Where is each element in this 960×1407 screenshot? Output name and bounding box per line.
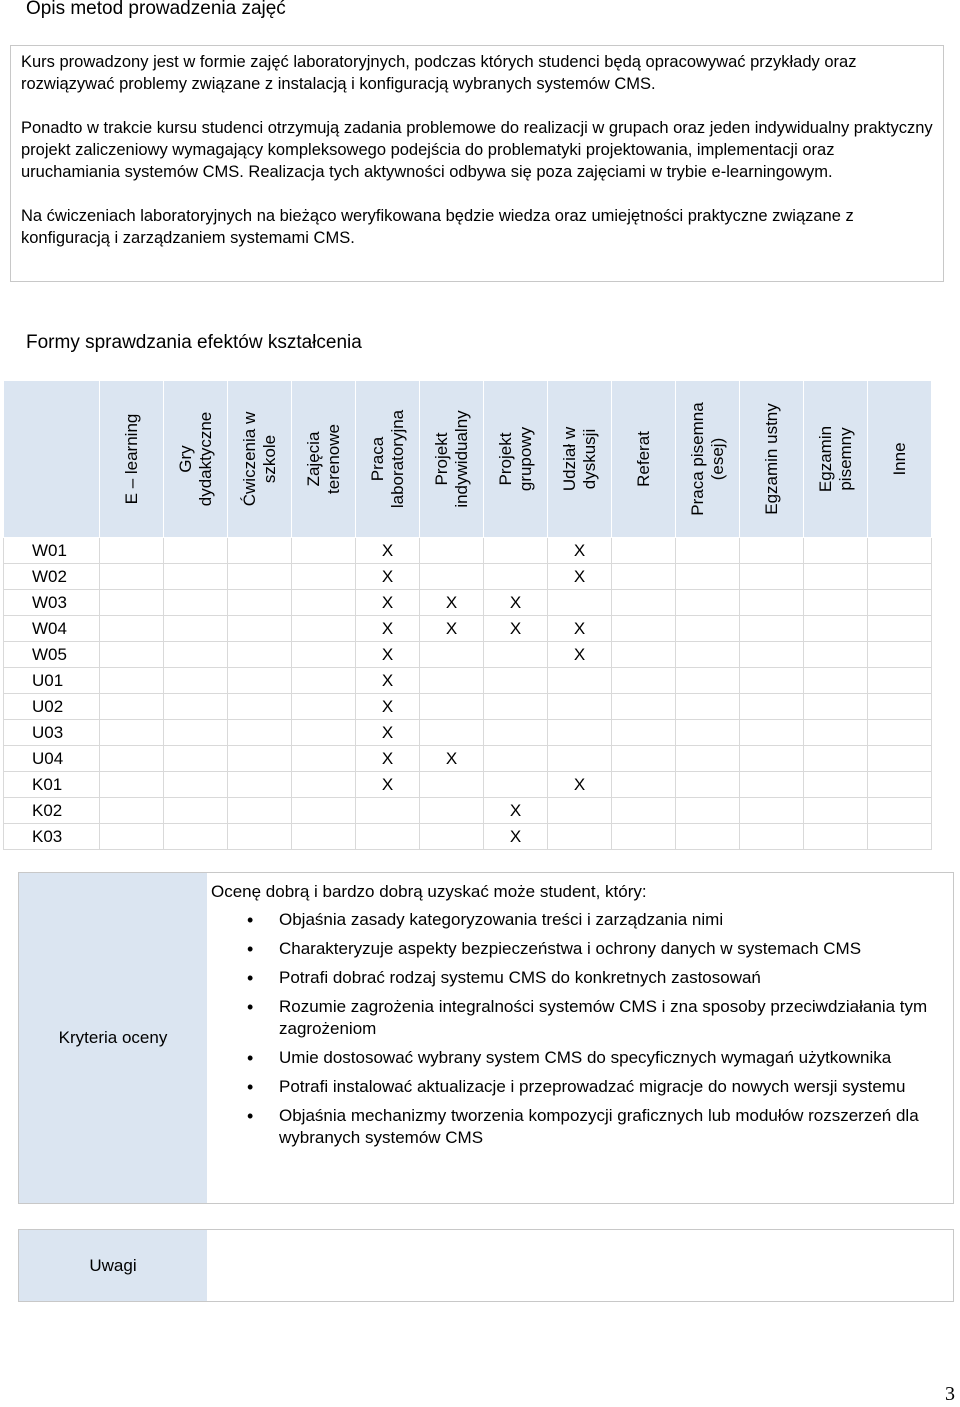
column-header — [420, 381, 484, 538]
table-cell — [804, 590, 868, 616]
column-header-label — [816, 426, 856, 492]
column-header-line: Inne — [889, 442, 909, 476]
table-cell — [228, 642, 292, 668]
list-item: • Potrafi dobrać rodzaj systemu CMS do konkretnych zastosowań — [211, 967, 945, 989]
column-header-line: Egzamin ustny — [761, 403, 781, 515]
table-cell — [228, 772, 292, 798]
table-cell — [612, 694, 676, 720]
table-cell — [292, 538, 356, 564]
table-row — [4, 694, 932, 720]
table-cell — [676, 772, 740, 798]
criteria-table — [18, 872, 954, 1204]
table-cell — [100, 564, 164, 590]
table-cell — [612, 538, 676, 564]
table-cell — [548, 720, 612, 746]
table-cell: X — [356, 642, 420, 668]
column-header-line: terenowe — [323, 424, 343, 494]
table-cell — [164, 720, 228, 746]
remarks-table — [18, 1229, 954, 1302]
table-cell — [548, 590, 612, 616]
table-cell — [676, 720, 740, 746]
column-header-line: grupowy — [515, 426, 535, 492]
table-cell — [164, 694, 228, 720]
list-item: • Umie dostosować wybrany system CMS do specyficznych wymagań użytkownika — [211, 1047, 945, 1069]
table-cell: X — [356, 616, 420, 642]
table-cell — [804, 694, 868, 720]
table-cell — [100, 798, 164, 824]
section-title-methods: Opis metod prowadzenia zajęć — [26, 0, 286, 19]
column-header-label — [496, 427, 536, 491]
table-cell: X — [484, 824, 548, 850]
table-cell — [100, 694, 164, 720]
column-header-line: Referat — [633, 431, 653, 487]
table-cell — [676, 798, 740, 824]
table-cell — [740, 772, 804, 798]
table-cell — [420, 668, 484, 694]
column-header — [292, 381, 356, 538]
table-cell — [164, 668, 228, 694]
column-header-label — [368, 410, 408, 508]
table-cell — [292, 798, 356, 824]
column-header-line: dyskusji — [579, 428, 599, 490]
table-row — [4, 590, 932, 616]
column-header-line: Zajęcia — [303, 431, 323, 487]
list-item: • Rozumie zagrożenia integralności systemów CMS i zna sposoby przeciwdziałania tym zagrożeniom — [211, 996, 945, 1040]
column-header — [228, 381, 292, 538]
table-cell — [804, 642, 868, 668]
list-item: • Charakteryzuje aspekty bezpieczeństwa i ochrony danych w systemach CMS — [211, 938, 945, 960]
column-header — [164, 381, 228, 538]
column-header-line: Projekt — [495, 432, 515, 486]
table-cell — [676, 590, 740, 616]
column-header-line: Ćwiczenia w — [239, 411, 259, 507]
table-cell — [868, 642, 932, 668]
row-label: U03 — [4, 720, 100, 746]
table-row — [4, 538, 932, 564]
table-cell: X — [420, 590, 484, 616]
table-cell — [804, 772, 868, 798]
paragraph: Na ćwiczeniach laboratoryjnych na bieżąco weryfikowana będzie wiedza oraz umiejętności praktyczne związane z konfiguracją i zarządzaniem systemami CMS. — [21, 207, 854, 247]
table-cell — [292, 642, 356, 668]
methods-description-box — [10, 45, 944, 282]
column-header-line: Projekt — [431, 432, 451, 486]
column-header — [612, 381, 676, 538]
table-cell: X — [548, 772, 612, 798]
table-cell: X — [356, 694, 420, 720]
table-cell — [868, 590, 932, 616]
table-cell: X — [548, 538, 612, 564]
table-cell — [868, 694, 932, 720]
column-header-line: Egzamin — [815, 425, 835, 493]
table-cell — [804, 746, 868, 772]
table-cell — [484, 642, 548, 668]
table-cell — [484, 772, 548, 798]
table-cell: X — [484, 616, 548, 642]
table-row — [4, 720, 932, 746]
table-cell — [420, 772, 484, 798]
table-cell — [868, 616, 932, 642]
table-cell — [420, 798, 484, 824]
table-body — [4, 538, 932, 850]
column-header — [676, 381, 740, 538]
table-cell: X — [356, 538, 420, 564]
column-header-label — [432, 410, 472, 507]
column-header — [804, 381, 868, 538]
table-cell — [164, 642, 228, 668]
column-header-line: Udział w — [559, 426, 579, 492]
table-cell — [676, 824, 740, 850]
row-label: U02 — [4, 694, 100, 720]
column-header-label — [122, 414, 142, 505]
table-cell — [164, 798, 228, 824]
header-corner — [4, 381, 100, 538]
section-title-assessment: Formy sprawdzania efektów kształcenia — [26, 332, 362, 353]
column-header-label — [688, 402, 728, 515]
table-cell — [228, 668, 292, 694]
row-label: U04 — [4, 746, 100, 772]
paragraph: Kurs prowadzony jest w formie zajęć laboratoryjnych, podczas których studenci będą opracowywać przykłady oraz rozwiązywać problemy związane z instalacją i konfiguracją wybranych systemów CMS. — [21, 53, 857, 93]
criteria-list — [211, 909, 945, 1149]
table-cell — [420, 694, 484, 720]
table-cell — [228, 746, 292, 772]
table-cell — [676, 564, 740, 590]
table-cell — [740, 590, 804, 616]
table-cell — [100, 642, 164, 668]
table-cell — [164, 772, 228, 798]
table-cell — [292, 772, 356, 798]
table-row — [4, 824, 932, 850]
row-label: U01 — [4, 668, 100, 694]
row-label: K01 — [4, 772, 100, 798]
table-row — [4, 798, 932, 824]
table-cell — [612, 824, 676, 850]
table-cell — [420, 642, 484, 668]
table-cell — [100, 720, 164, 746]
table-cell — [164, 538, 228, 564]
column-header-line: Gry — [175, 445, 195, 473]
criteria-intro: Ocenę dobrą i bardzo dobrą uzyskać może student, który: — [211, 882, 647, 901]
table-cell — [804, 564, 868, 590]
column-header-line: (esej) — [707, 437, 727, 481]
table-cell — [484, 564, 548, 590]
column-header — [356, 381, 420, 538]
table-cell — [868, 798, 932, 824]
table-cell — [612, 642, 676, 668]
table-cell — [740, 824, 804, 850]
table-cell — [292, 616, 356, 642]
table-cell — [740, 668, 804, 694]
table-cell — [740, 616, 804, 642]
table-cell — [740, 694, 804, 720]
list-item: • Objaśnia zasady kategoryzowania treści i zarządzania nimi — [211, 909, 945, 931]
table-cell — [100, 746, 164, 772]
table-cell — [164, 590, 228, 616]
table-cell — [292, 564, 356, 590]
table-cell — [548, 824, 612, 850]
column-header-line: E – learning — [121, 413, 141, 505]
table-cell — [100, 616, 164, 642]
table-cell — [164, 564, 228, 590]
row-label: K03 — [4, 824, 100, 850]
table-cell — [804, 538, 868, 564]
table-cell — [420, 720, 484, 746]
table-cell — [228, 564, 292, 590]
table-cell — [228, 694, 292, 720]
table-cell — [868, 746, 932, 772]
column-header-line: dydaktyczne — [195, 411, 215, 507]
table-cell — [228, 720, 292, 746]
column-header-label — [240, 412, 280, 506]
table-cell — [740, 538, 804, 564]
table-cell — [292, 824, 356, 850]
remarks-label: Uwagi — [19, 1230, 207, 1301]
table-cell — [612, 590, 676, 616]
table-cell — [228, 798, 292, 824]
column-header — [484, 381, 548, 538]
table-cell — [164, 824, 228, 850]
table-cell — [740, 798, 804, 824]
table-cell — [228, 538, 292, 564]
column-header-line: Praca pisemna — [687, 402, 707, 516]
table-cell — [292, 694, 356, 720]
table-cell: X — [548, 616, 612, 642]
column-header — [100, 381, 164, 538]
table-cell — [356, 798, 420, 824]
table-cell — [612, 668, 676, 694]
table-cell — [292, 590, 356, 616]
criteria-content — [211, 881, 945, 1156]
column-header-label — [176, 412, 216, 507]
table-cell — [484, 668, 548, 694]
paragraph: Ponadto w trakcie kursu studenci otrzymują zadania problemowe do realizacji w grupach oraz jeden indywidualny praktyczny projekt zaliczeniowy wymagający kompleksowego podejścia do problematyki projektowania, implementacji oraz uruchamiania systemów CMS. Realizacja tych aktywności odbywa się poza zajęciami w trybie e-learningowym. — [21, 119, 933, 181]
table-cell — [740, 720, 804, 746]
table-cell — [676, 746, 740, 772]
table-cell — [228, 590, 292, 616]
table-cell — [612, 720, 676, 746]
column-header-line: indywidualny — [451, 410, 471, 508]
table-row — [4, 564, 932, 590]
table-cell — [804, 720, 868, 746]
row-label: W05 — [4, 642, 100, 668]
table-cell — [484, 694, 548, 720]
column-header-line: Praca — [367, 436, 387, 482]
table-cell — [740, 642, 804, 668]
table-cell — [100, 772, 164, 798]
table-cell — [420, 564, 484, 590]
assessment-methods-table — [3, 380, 932, 850]
table-cell: X — [548, 642, 612, 668]
table-cell: X — [420, 616, 484, 642]
table-cell — [100, 590, 164, 616]
table-cell — [868, 564, 932, 590]
table-cell: X — [484, 590, 548, 616]
table-cell: X — [548, 564, 612, 590]
table-row — [4, 746, 932, 772]
column-header-label — [304, 424, 344, 494]
table-cell — [548, 668, 612, 694]
table-cell — [292, 746, 356, 772]
table-header-row — [4, 381, 932, 538]
table-cell — [612, 798, 676, 824]
table-cell: X — [356, 720, 420, 746]
table-cell — [676, 694, 740, 720]
table-cell — [868, 824, 932, 850]
column-header-label — [762, 403, 782, 515]
row-label: K02 — [4, 798, 100, 824]
table-cell — [228, 616, 292, 642]
table-cell — [356, 824, 420, 850]
table-cell — [548, 798, 612, 824]
table-cell — [868, 772, 932, 798]
table-cell — [228, 824, 292, 850]
column-header — [740, 381, 804, 538]
column-header-label — [634, 431, 654, 487]
table-cell — [804, 616, 868, 642]
table-cell — [740, 564, 804, 590]
table-cell — [292, 668, 356, 694]
table-cell: X — [356, 590, 420, 616]
table-cell — [612, 772, 676, 798]
table-cell — [868, 720, 932, 746]
table-cell: X — [356, 746, 420, 772]
page-number: 3 — [945, 1383, 955, 1405]
table-cell — [164, 746, 228, 772]
table-cell — [100, 538, 164, 564]
table-row — [4, 668, 932, 694]
table-cell: X — [356, 564, 420, 590]
table-cell — [868, 538, 932, 564]
table-cell — [804, 798, 868, 824]
column-header — [868, 381, 932, 538]
column-header-label — [890, 442, 910, 475]
table-row — [4, 642, 932, 668]
table-cell: X — [420, 746, 484, 772]
table-cell — [612, 564, 676, 590]
column-header-label — [560, 427, 600, 491]
table-cell: X — [484, 798, 548, 824]
row-label: W03 — [4, 590, 100, 616]
row-label: W01 — [4, 538, 100, 564]
criteria-label: Kryteria oceny — [19, 873, 207, 1203]
column-header — [548, 381, 612, 538]
table-cell — [484, 720, 548, 746]
table-cell — [548, 746, 612, 772]
table-cell — [740, 746, 804, 772]
table-cell — [868, 668, 932, 694]
table-cell — [420, 538, 484, 564]
table-cell — [164, 616, 228, 642]
column-header-line: pisemny — [835, 427, 855, 491]
table-row — [4, 772, 932, 798]
table-cell — [676, 616, 740, 642]
table-cell — [676, 538, 740, 564]
table-cell — [676, 642, 740, 668]
table-row — [4, 616, 932, 642]
table-cell — [484, 746, 548, 772]
table-cell — [804, 824, 868, 850]
table-cell — [612, 746, 676, 772]
table-cell — [676, 668, 740, 694]
table-cell — [100, 668, 164, 694]
row-label: W04 — [4, 616, 100, 642]
row-label: W02 — [4, 564, 100, 590]
table-cell — [292, 720, 356, 746]
table-cell — [548, 694, 612, 720]
column-header-line: laboratoryjna — [387, 409, 407, 509]
list-item: • Potrafi instalować aktualizacje i przeprowadzać migracje do nowych wersji systemu — [211, 1076, 945, 1098]
table-cell — [420, 824, 484, 850]
table-cell: X — [356, 668, 420, 694]
list-item: • Objaśnia mechanizmy tworzenia kompozycji graficznych lub modułów rozszerzeń dla wybranych systemów CMS — [211, 1105, 945, 1149]
table-cell — [484, 538, 548, 564]
table-cell — [612, 616, 676, 642]
table-cell: X — [356, 772, 420, 798]
table-cell — [804, 668, 868, 694]
table-cell — [100, 824, 164, 850]
column-header-line: szkole — [259, 434, 279, 484]
